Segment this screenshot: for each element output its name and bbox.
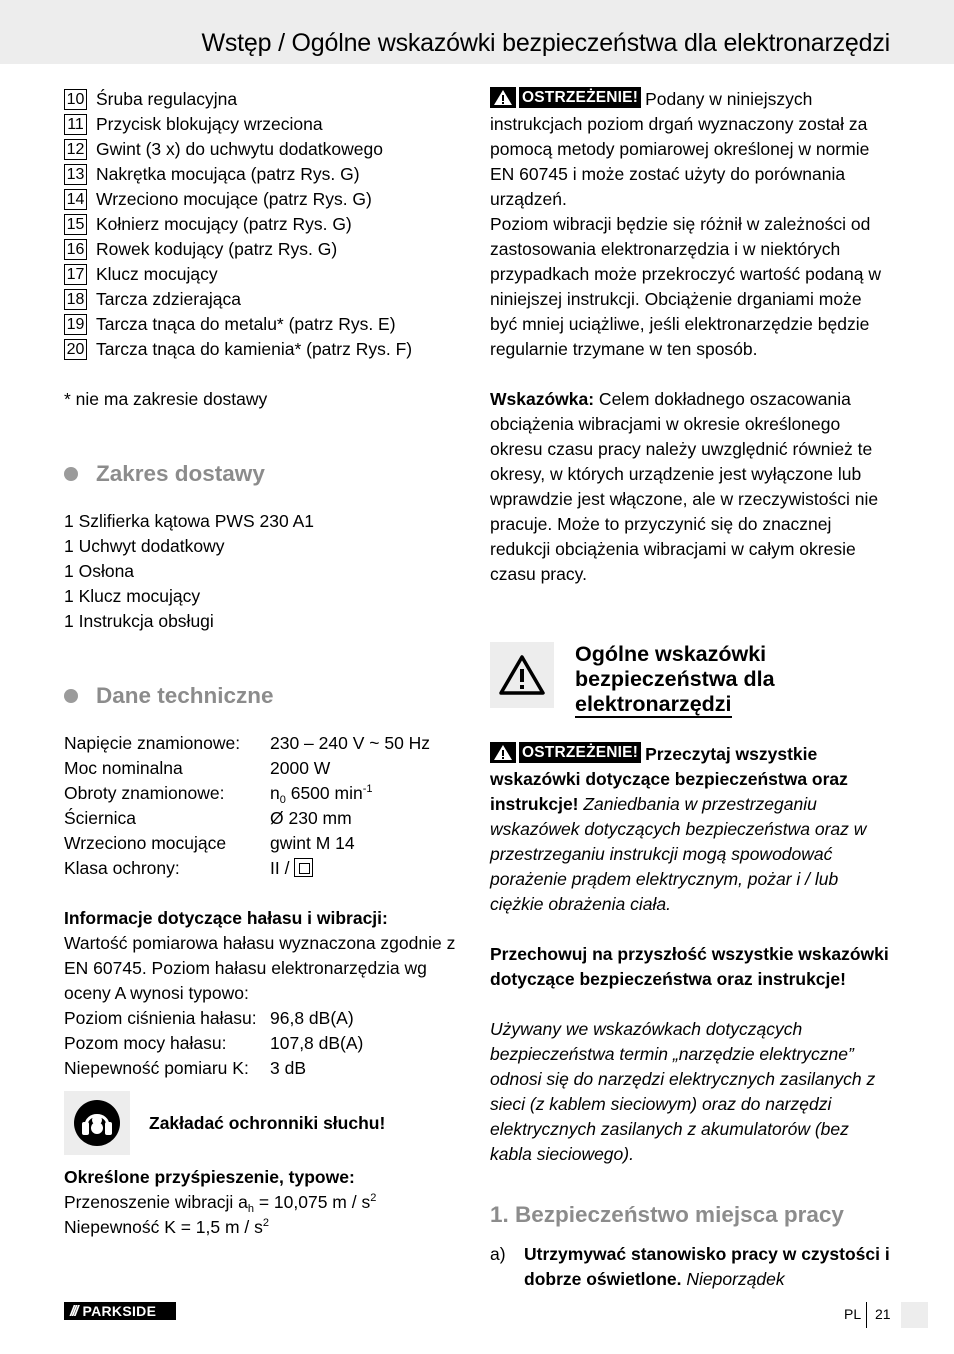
list-item <box>64 237 459 262</box>
accel-line1-pre: Przenoszenie wibracji a <box>64 1192 248 1212</box>
tech-table <box>64 731 459 881</box>
part-label: Tarcza zdzierająca <box>96 289 241 309</box>
spec-value: gwint M 14 <box>270 833 355 853</box>
safety-title <box>575 642 775 717</box>
right-column <box>490 87 892 1292</box>
accel-line1-sub: h <box>247 1203 254 1215</box>
page-number: 21 <box>875 1306 891 1322</box>
list-item: 1 Szlifierka kątowa PWS 230 A1 <box>64 511 314 531</box>
part-label: Tarcza tnąca do metalu* (patrz Rys. E) <box>96 314 396 334</box>
spec-key: Obroty znamionowe: <box>64 783 225 803</box>
list-item <box>64 137 459 162</box>
spec-key: Moc nominalna <box>64 758 183 778</box>
logo-brand: PARKSIDE <box>82 1302 157 1319</box>
safety-title-line: Ogólne wskazówki <box>575 642 767 666</box>
bullet-icon <box>64 467 78 481</box>
list-item: 1 Klucz mocujący <box>64 586 201 606</box>
warning-block <box>490 87 892 212</box>
noise-key: Pozom mocy hałasu: <box>64 1033 227 1053</box>
noise-text: Wartość pomiarowa hałasu wyznaczona zgodnie z EN 60745. Poziom hałasu elektronarzędzia wg oceny A wynosi typowo: <box>64 933 456 1003</box>
list-item <box>64 312 459 337</box>
language-code: PL <box>844 1306 862 1322</box>
warning-triangle-icon <box>490 642 554 708</box>
table-row <box>64 1056 459 1081</box>
spec-value-sup: -1 <box>362 783 373 795</box>
accel-line1-post: = 10,075 m / s <box>253 1192 371 1212</box>
part-number: 10 <box>64 89 87 110</box>
footer-divider <box>866 1302 867 1328</box>
warning-tag <box>490 87 641 108</box>
list-item: 1 Instrukcja obsługi <box>64 611 214 631</box>
page-title: Wstęp / Ogólne wskazówki bezpieczeństwa dla elektronarzędzi <box>201 29 890 57</box>
table-row <box>64 806 459 831</box>
warning-word: OSTRZEŻENIE! <box>519 87 641 108</box>
safety-heading-block <box>490 642 892 717</box>
spec-value: 2000 W <box>270 758 331 778</box>
term-definition: Używany we wskazówkach dotyczących bezpieczeństwa termin „narzędzie elektryczne” odnosi się do narzędzi elektrycznych zasilanych z sieci (z kablem sieciowym) oraz do narzędzi elektrycznych zasilanych z akumulatorów (bez kabla sieciowego). <box>490 1019 876 1164</box>
double-insulation-icon <box>294 858 313 877</box>
ear-protection-icon <box>64 1091 130 1155</box>
table-row <box>64 1031 459 1056</box>
list-item <box>490 1242 892 1292</box>
table-row <box>64 781 459 806</box>
spec-value-n: n <box>270 783 280 803</box>
spec-key: Klasa ochrony: <box>64 858 180 878</box>
table-row <box>64 731 459 756</box>
table-row <box>64 831 459 856</box>
list-item <box>64 337 459 362</box>
accel-line1 <box>64 1190 459 1215</box>
delivery-heading-text: Zakres dostawy <box>96 461 265 486</box>
noise-value: 3 dB <box>270 1058 306 1078</box>
part-number: 12 <box>64 139 87 160</box>
delivery-list <box>64 509 459 634</box>
part-number: 18 <box>64 289 87 310</box>
list-item <box>64 162 459 187</box>
list-item: 1 Osłona <box>64 561 135 581</box>
left-column <box>64 87 459 1240</box>
spec-value <box>270 781 373 806</box>
safety-warning-italic: Zaniedbania w przestrzeganiu wskazówek dotyczących bezpieczeństwa oraz w przestrzeganiu instrukcji mogą spowodować porażenie prądem elektrycznym, pożar i / lub ciężkie obrażenia ciała. <box>490 794 867 914</box>
spec-value <box>270 856 313 881</box>
spec-value: Ø 230 mm <box>270 808 352 828</box>
list-item: 1 Uchwyt dodatkowy <box>64 536 225 556</box>
list-item <box>64 262 459 287</box>
part-number: 17 <box>64 264 87 285</box>
noise-key: Poziom ciśnienia hałasu: <box>64 1008 257 1028</box>
noise-heading: Informacje dotyczące hałasu i wibracji: <box>64 908 388 928</box>
hint-block <box>490 387 892 587</box>
delivery-heading <box>64 459 459 489</box>
table-row <box>64 856 459 881</box>
spec-value-sub: 0 <box>279 794 286 806</box>
part-number: 13 <box>64 164 87 185</box>
warning-triangle-icon <box>490 87 516 108</box>
warning-triangle-icon <box>490 742 516 763</box>
safety-title-line: elektronarzędzi <box>575 692 732 716</box>
section-1-heading: 1. Bezpieczeństwo miejsca pracy <box>490 1202 844 1227</box>
spec-key: Wrzeciono mocujące <box>64 833 227 853</box>
part-label: Rowek kodujący (patrz Rys. G) <box>96 239 338 259</box>
item-label: a) <box>490 1244 506 1264</box>
list-item <box>64 187 459 212</box>
protection-class-text: II / <box>270 858 295 878</box>
hint-label: Wskazówka: <box>490 389 595 409</box>
tech-heading <box>64 681 459 711</box>
part-number: 11 <box>64 114 87 135</box>
accel-line2 <box>64 1215 459 1240</box>
part-number: 16 <box>64 239 87 260</box>
part-label: Tarcza tnąca do kamienia* (patrz Rys. F) <box>96 339 413 359</box>
part-number: 19 <box>64 314 87 335</box>
spec-value-main: 6500 min <box>285 783 363 803</box>
part-number: 15 <box>64 214 87 235</box>
keep-instructions: Przechowuj na przyszłość wszystkie wskazówki dotyczące bezpieczeństwa oraz instrukcje! <box>490 944 889 989</box>
part-number: 20 <box>64 339 87 360</box>
item-bold: Utrzymywać stanowisko pracy w czystości i dobrze oświetlone. <box>524 1244 890 1289</box>
accel-line1-sup: 2 <box>370 1192 377 1204</box>
footer-tab <box>901 1302 928 1328</box>
hint-text: Celem dokładnego oszacowania obciążenia wibracjami w okresie określonego okresu czasu pracy należy uwzględnić również te okresy, w których urządzenie jest wyłączone lub wprawdzie jest włączone, ale w rzeczywistości nie pracuje. Może to przyczynić się do znacznej redukcji obciążenia wibracjami w całym okresie czasu pracy. <box>490 389 879 584</box>
spec-value: 230 – 240 V ~ 50 Hz <box>270 733 431 753</box>
accel-line2-pre: Niepewność K = 1,5 m / s <box>64 1217 263 1237</box>
table-row <box>64 756 459 781</box>
part-label: Nakrętka mocująca (patrz Rys. G) <box>96 164 360 184</box>
safety-title-line: bezpieczeństwa dla <box>575 667 775 691</box>
item-text <box>524 1242 892 1292</box>
warning-tag <box>490 742 641 763</box>
list-item <box>64 287 459 312</box>
list-item <box>64 212 459 237</box>
part-label: Klucz mocujący <box>96 264 218 284</box>
logo-slashes: /// <box>70 1302 77 1320</box>
noise-table <box>64 1006 459 1081</box>
safety-warning-bold: Przeczytaj wszystkie wskazówki dotyczące bezpieczeństwa oraz instrukcje! <box>490 744 848 814</box>
warning-word: OSTRZEŻENIE! <box>519 742 641 763</box>
part-label: Kołnierz mocujący (patrz Rys. G) <box>96 214 352 234</box>
warning-text: Podany w niniejszych instrukcjach poziom drgań wyznaczony został za pomocą metody pomiarowej określonej w normie EN 60745 i może zostać użyty do porównania urządzeń. <box>490 89 870 209</box>
part-label: Wrzeciono mocujące (patrz Rys. G) <box>96 189 372 209</box>
spec-key: Ściernica <box>64 808 136 828</box>
tech-heading-text: Dane techniczne <box>96 683 274 708</box>
table-row <box>64 1006 459 1031</box>
part-number: 14 <box>64 189 87 210</box>
spec-key: Napięcie znamionowe: <box>64 733 241 753</box>
ear-protection-label: Zakładać ochronniki słuchu! <box>149 1112 386 1133</box>
part-label: Przycisk blokujący wrzeciona <box>96 114 323 134</box>
safety-warning <box>490 742 892 917</box>
list-item <box>64 87 459 112</box>
noise-key: Niepewność pomiaru K: <box>64 1058 249 1078</box>
bullet-icon <box>64 689 78 703</box>
ear-protection-row <box>64 1091 459 1155</box>
accel-line2-sup: 2 <box>262 1217 270 1229</box>
vibration-text: Poziom wibracji będzie się różnił w zależności od zastosowania elektronarzędzia i w niektórych przypadkach może przekroczyć wartość podaną w niniejszej instrukcji. Obciążenie drganiami może być mniej uciążliwe, jeśli elektronarzędzie będzie regularnie trzymane w ten sposób. <box>490 214 882 359</box>
list-item <box>64 112 459 137</box>
item-italic: Nieporządek <box>681 1269 785 1289</box>
parts-list <box>64 87 459 362</box>
part-label: Gwint (3 x) do uchwytu dodatkowego <box>96 139 383 159</box>
footnote: * nie ma zakresie dostawy <box>64 389 268 409</box>
accel-heading: Określone przyśpieszenie, typowe: <box>64 1167 355 1187</box>
parkside-logo <box>64 1302 176 1320</box>
part-label: Śruba regulacyjna <box>96 89 238 109</box>
noise-value: 96,8 dB(A) <box>270 1008 354 1028</box>
noise-value: 107,8 dB(A) <box>270 1033 364 1053</box>
